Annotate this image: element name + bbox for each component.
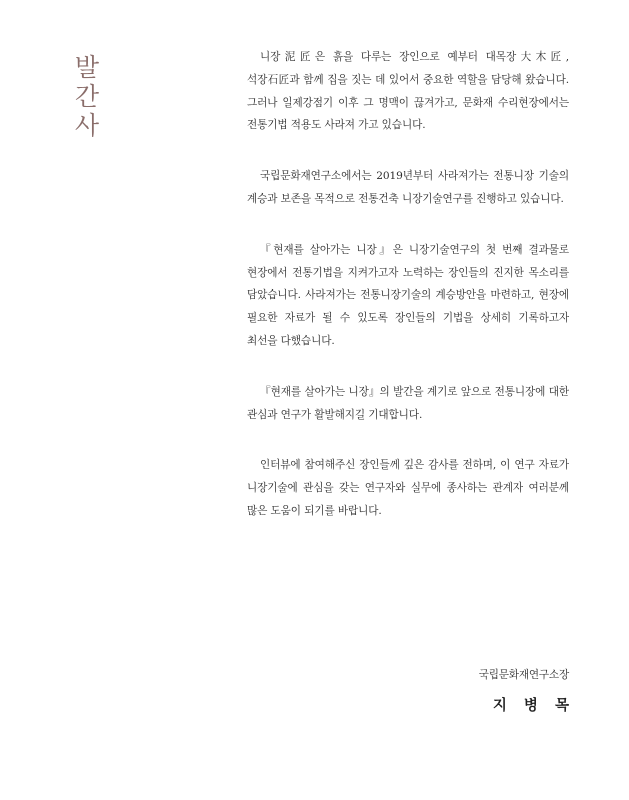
signature-block: [478, 668, 575, 715]
paragraph: 『현재를 살아가는 니장』은 니장기술연구의 첫 번째 결과물로 현장에서 전통기법을 지켜가고자 노력하는 장인들의 진지한 목소리를 담았습니다. 사라져가는 전통니장기술의 계승방안을 마련하고, 현장에 필요한 자료가 될 수 있도록 장인들의 기법을 상세히 기록하고자 최선을 다했습니다.: [247, 243, 569, 347]
signature-name: 지 병 목: [492, 697, 575, 714]
paragraph: 국립문화재연구소에서는 2019년부터 사라져가는 전통니장 기술의 계승과 보존을 목적으로 전통건축 니장기술연구를 진행하고 있습니다.: [247, 170, 569, 205]
signature-organization: 국립문화재연구소장: [478, 669, 569, 681]
section-title-char: 사: [74, 111, 100, 140]
foreword-body: [247, 46, 569, 523]
section-title-vertical: [72, 53, 102, 140]
paragraph: 『현재를 살아가는 니장』의 발간을 계기로 앞으로 전통니장에 대한 관심과 연구가 활발해지길 기대합니다.: [247, 385, 569, 421]
section-title-char: 발: [74, 53, 100, 82]
paragraph: 니장泥匠은 흙을 다루는 장인으로 예부터 대목장大木匠, 석장石匠과 함께 집을 짓는 데 있어서 중요한 역할을 담당해 왔습니다. 그러나 일제강점기 이후 그 명맥이 끊겨가고, 문화재 수리현장에서는 전통기법 적용도 사라져 가고 있습니다.: [247, 51, 569, 132]
paragraph: 인터뷰에 참여해주신 장인들께 깊은 감사를 전하며, 이 연구 자료가 니장기술에 관심을 갖는 연구자와 실무에 종사하는 관계자 여러분께 많은 도움이 되기를 바랍니다.: [247, 459, 569, 517]
section-title-char: 간: [74, 82, 100, 111]
